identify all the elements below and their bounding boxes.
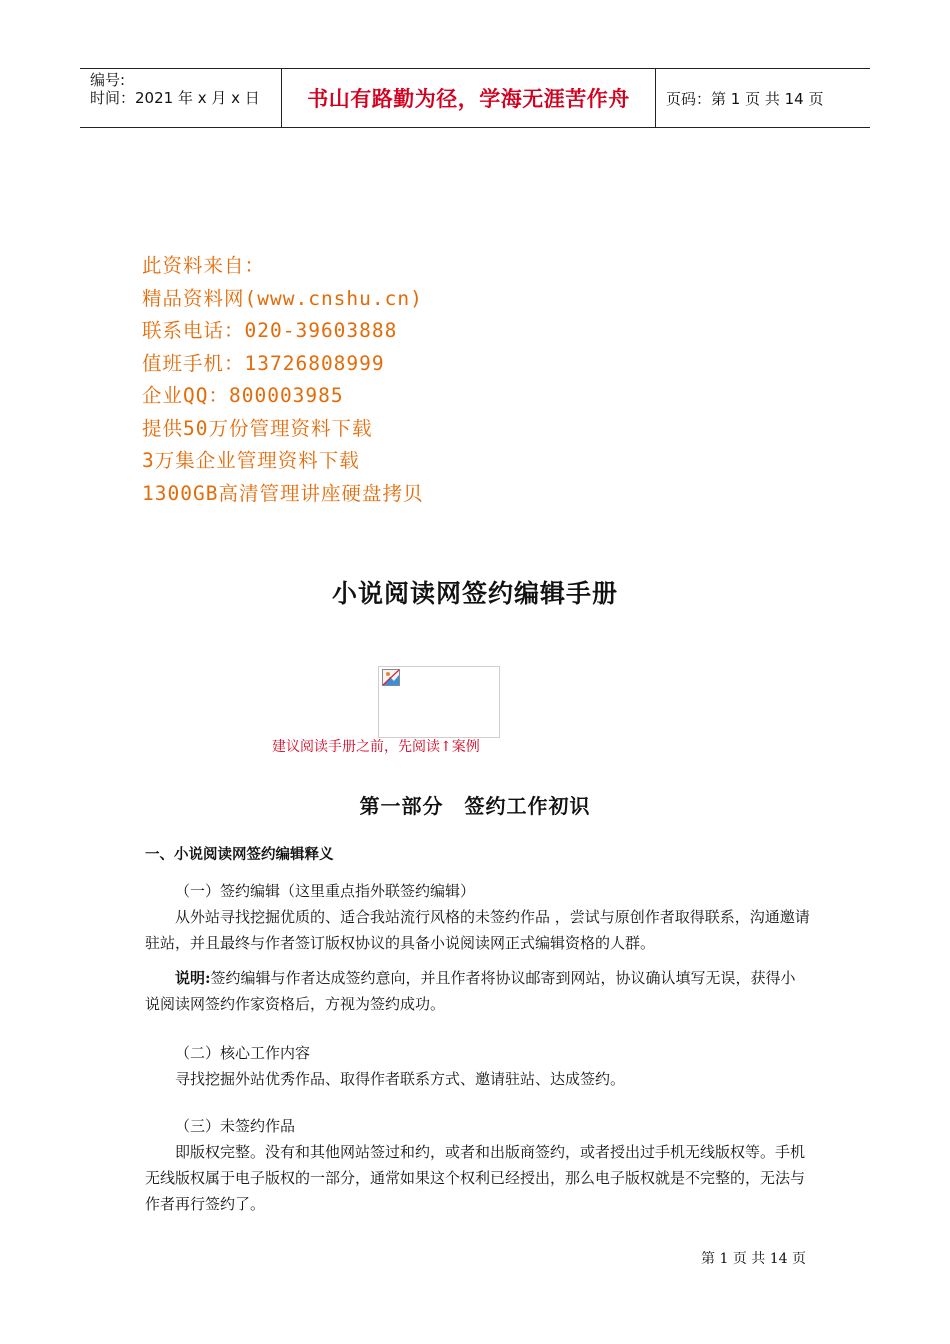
promo-line: 企业QQ：800003985 — [142, 384, 344, 407]
image-caption: 建议阅读手册之前，先阅读↑案例 — [272, 739, 480, 755]
subsection-3-text: 即版权完整。没有和其他网站签过和约，或者和出版商签约，或者授出过手机无线版权等。手机无线版权属于电子版权的一部分，通常如果这个权利已经授出，那么电子版权就是不完整的，无法与作者再行签约了。 — [145, 1143, 806, 1213]
broken-image-placeholder — [378, 666, 500, 738]
number-label: 编号: — [90, 71, 126, 89]
promo-line: 提供50万份管理资料下载 — [142, 416, 373, 440]
promo-line: 值班手机：13726808999 — [142, 351, 385, 375]
promo-line: 3万集企业管理资料下载 — [142, 449, 360, 472]
subsection-2-text: 寻找挖掘外站优秀作品、取得作者联系方式、邀请驻站、达成签约。 — [175, 1070, 626, 1088]
header-motto: 书山有路勤为径，学海无涯苦作舟 — [282, 69, 656, 127]
header-left-cell — [80, 69, 282, 127]
subsection-1-text: 从外站寻找挖掘优质的、适合我站流行风格的未签约作品 ，尝试与原创作者取得联系，沟通邀请驻站，并且最终与作者签订版权协议的具备小说阅读网正式编辑资格的人群。 — [145, 908, 810, 952]
time-label: 时间：2021 年 x 月 x 日 — [90, 89, 260, 107]
note-text: 签约编辑与作者达成签约意向，并且作者将协议邮寄到网站，协议确认填写无误，获得小说阅读网签约作家资格后，方视为签约成功。 — [145, 969, 796, 1013]
note-paragraph — [145, 965, 810, 1017]
part-title: 第一部分 签约工作初识 — [359, 794, 591, 818]
promo-line: 此资料来自： — [142, 254, 266, 277]
header-table — [80, 68, 870, 128]
broken-image-icon — [382, 669, 400, 686]
promo-line: 联系电话：020-39603888 — [142, 319, 398, 342]
promo-block — [142, 250, 423, 510]
subsection-3 — [145, 1113, 810, 1217]
header-page-info: 页码：第 1 页 共 14 页 — [666, 89, 824, 108]
subsection-1 — [145, 878, 810, 956]
promo-line: 1300GB高清管理讲座硬盘拷贝 — [142, 481, 424, 505]
note-label: 说明: — [175, 969, 211, 987]
section-heading: 一、小说阅读网签约编辑释义 — [145, 847, 334, 863]
subsection-3-title: （三）未签约作品 — [175, 1117, 296, 1135]
subsection-2-title: （二）核心工作内容 — [175, 1044, 311, 1062]
promo-line: 精品资料网(www.cnshu.cn) — [142, 286, 423, 310]
page-footer: 第 1 页 共 14 页 — [701, 1251, 806, 1267]
subsection-2 — [145, 1040, 810, 1092]
subsection-1-title: （一）签约编辑（这里重点指外联签约编辑） — [175, 882, 476, 900]
document-title: 小说阅读网签约编辑手册 — [331, 579, 618, 608]
